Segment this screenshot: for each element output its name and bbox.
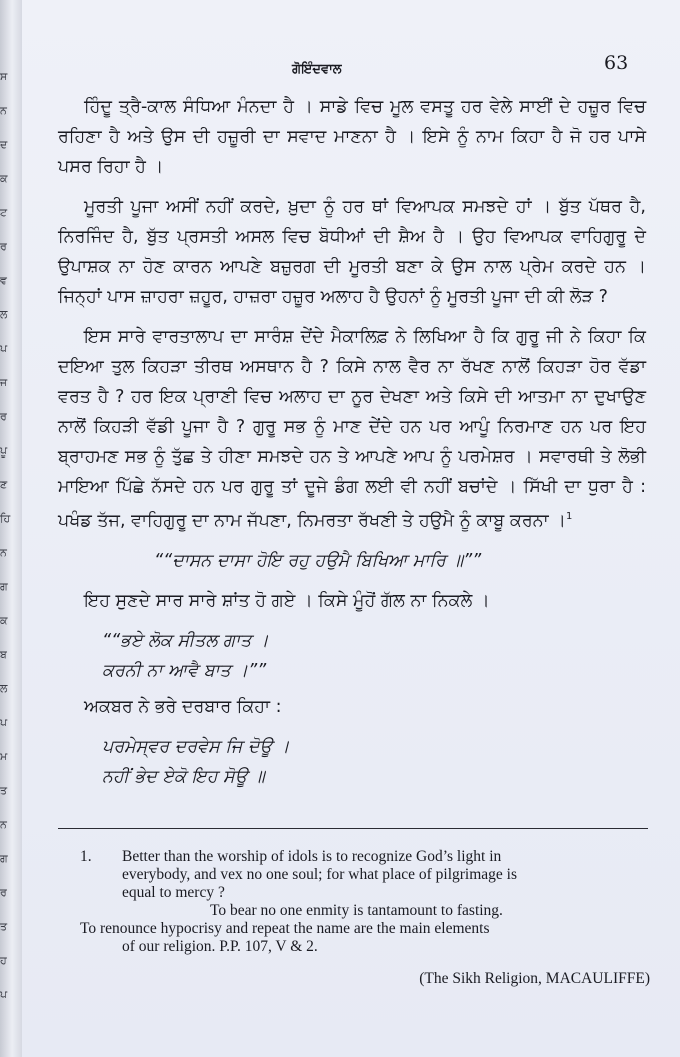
adjacent-page-fragment: ਕ <box>0 614 8 627</box>
adjacent-page-fragment: ਲ <box>0 308 8 321</box>
adjacent-page-fragment: ਣ <box>0 478 8 491</box>
adjacent-page-fragment: ਜ <box>0 376 8 389</box>
adjacent-page-fragment: ਸ <box>0 70 8 83</box>
book-page <box>22 0 680 1057</box>
verse-1-line: ਕਰਨੀ ਨਾ ਆਵੈ ਬਾਤ ।”” <box>102 660 267 681</box>
page-number: 63 <box>604 52 629 74</box>
paragraph-4: ਇਹ ਸੁਣਦੇ ਸਾਰ ਸਾਰੇ ਸ਼ਾਂਤ ਹੋ ਗਏ । ਕਿਸੇ ਮੂੰਹੋਂ ਗੱਲ ਨਾ ਨਿਕਲੇ । <box>84 590 490 611</box>
adjacent-page-fragment: ਗ <box>0 580 8 593</box>
adjacent-page-fragment: ਰ <box>0 886 7 899</box>
footnote-line: everybody, and vex no one soul; for what place of pilgrimage is <box>122 866 517 883</box>
adjacent-page-fragment: ਰ <box>0 240 7 253</box>
footnote-line: To bear no one enmity is tantamount to fasting. <box>210 902 503 919</box>
adjacent-page-edge <box>0 0 22 1057</box>
verse-2-line: ਪਰਮੇਸ੍ਵਰ ਦਰਵੇਸ ਜਿ ਦੋਊ । <box>102 736 290 757</box>
adjacent-page-fragment: ਹ <box>0 954 7 967</box>
adjacent-page-fragment: ਲ <box>0 682 8 695</box>
adjacent-page-fragment: ਵ <box>0 274 7 287</box>
quote-1: ““ਦਾਸਨ ਦਾਸਾ ਹੋਇ ਰਹੁ ਹਉਮੈ ਬਿਖਿਆ ਮਾਰਿ ॥”” <box>154 550 482 571</box>
footnote-line: Better than the worship of idols is to recognize God’s light in <box>122 848 502 865</box>
adjacent-page-fragment: ਨ <box>0 546 7 559</box>
footnote-line: equal to mercy ? <box>122 884 225 901</box>
verse-1-line: ““ਭਏ ਲੋਕ ਸੀਤਲ ਗਾਤ । <box>102 630 269 651</box>
footnote-line: of our religion. P.P. 107, V & 2. <box>122 938 318 955</box>
adjacent-page-fragment: ਪ <box>0 716 8 729</box>
adjacent-page-fragment: ਮ <box>0 750 8 763</box>
adjacent-page-fragment: ਹਿ <box>0 512 11 525</box>
adjacent-page-fragment: ਗ <box>0 852 8 865</box>
adjacent-page-fragments <box>0 60 22 1012</box>
paragraph-2: ਮੂਰਤੀ ਪੂਜਾ ਅਸੀਂ ਨਹੀਂ ਕਰਦੇ, ਖ਼ੁਦਾ ਨੂੰ ਹਰ ਥਾਂ ਵਿਆਪਕ ਸਮਝਦੇ ਹਾਂ । ਬੁੱਤ ਪੱਥਰ ਹੈ, ਨਿਰਜਿੰਦ ਹੈ, ਬੁੱਤ ਪ੍ਰਸਤੀ ਅਸਲ ਵਿਚ ਬੋਧੀਆਂ ਦੀ ਸ਼ੈਅ ਹੈ । ਉਹ ਵਿਆਪਕ ਵਾਹਿਗੁਰੂ ਦੇ ਉਪਾਸ਼ਕ ਨਾ ਹੋਣ ਕਾਰਨ ਆਪਣੇ ਬਜ਼ੁਰਗ ਦੀ ਮੂਰਤੀ ਬਣਾ ਕੇ ਉਸ ਨਾਲ ਪ੍ਰੇਮ ਕਰਦੇ ਹਨ । ਜਿਨ੍ਹਾਂ ਪਾਸ ਜ਼ਾਹਰਾ ਜ਼ਹੂਰ, ਹਾਜ਼ਰਾ ਹਜ਼ੂਰ ਅਲਾਹ ਹੈ ਉਹਨਾਂ ਨੂੰ ਮੂਰਤੀ ਪੂਜਾ ਦੀ ਕੀ ਲੋੜ ? <box>58 197 646 307</box>
footnote-citation: (The Sikh Religion, MACAULIFFE) <box>419 970 650 987</box>
adjacent-page-fragment: ਕ <box>0 172 8 185</box>
paragraph-5: ਅਕਬਰ ਨੇ ਭਰੇ ਦਰਬਾਰ ਕਿਹਾ : <box>84 696 282 717</box>
footnote <box>80 848 650 988</box>
footnote-body <box>122 848 650 902</box>
adjacent-page-fragment: ਬ <box>0 648 7 661</box>
verse-2-line: ਨਹੀਂ ਭੇਦ ਏਕੋ ਇਹ ਸੋਊ ॥ <box>102 766 265 787</box>
footnote-marker: 1 <box>565 511 573 522</box>
adjacent-page-fragment: ਪੂ <box>0 444 8 457</box>
verse-2 <box>58 732 646 792</box>
adjacent-page-fragment: ਤ <box>0 920 8 933</box>
running-title: ਗੋਇੰਦਵਾਲ <box>292 62 342 77</box>
footnote-line: To renounce hypocrisy and repeat the name are the main elements <box>80 920 490 937</box>
paragraph-3 <box>58 322 646 536</box>
adjacent-page-fragment: ਦ <box>0 138 8 151</box>
adjacent-page-fragment: ਪ <box>0 988 8 1001</box>
footnote-divider <box>58 828 648 829</box>
adjacent-page-fragment: ਤ <box>0 784 8 797</box>
adjacent-page-fragment: ਰ <box>0 410 7 423</box>
adjacent-page-fragment: ਨ <box>0 104 7 117</box>
adjacent-page-fragment: ਨ <box>0 818 7 831</box>
paragraph-3-text: ਇਸ ਸਾਰੇ ਵਾਰਤਾਲਾਪ ਦਾ ਸਾਰੰਸ਼ ਦੇਂਦੇ ਮੈਕਾਲਿਫ਼ ਨੇ ਲਿਖਿਆ ਹੈ ਕਿ ਗੁਰੂ ਜੀ ਨੇ ਕਿਹਾ ਕਿ ਦਇਆ ਤੁਲ ਕਿਹੜਾ ਤੀਰਥ ਅਸਥਾਨ ਹੈ ? ਕਿਸੇ ਨਾਲ ਵੈਰ ਨਾ ਰੱਖਣ ਨਾਲੋਂ ਕਿਹੜਾ ਹੋਰ ਵੱਡਾ ਵਰਤ ਹੈ ? ਹਰ ਇਕ ਪ੍ਰਾਣੀ ਵਿਚ ਅਲਾਹ ਦਾ ਨੂਰ ਦੇਖਣਾ ਅਤੇ ਕਿਸੇ ਦੀ ਆਤਮਾ ਨਾ ਦੁਖਾਉਣ ਨਾਲੋਂ ਕਿਹੜੀ ਵੱਡੀ ਪੂਜਾ ਹੈ ? ਗੁਰੂ ਸਭ ਨੂੰ ਮਾਣ ਦੇਂਦੇ ਹਨ ਪਰ ਆਪੂੰ ਨਿਰਮਾਣ ਹਨ ਪਰ ਇਹ ਬ੍ਰਾਹਮਣ ਸਭ ਨੂੰ ਤੁੱਛ ਤੇ ਹੀਣਾ ਸਮਝਦੇ ਹਨ ਤੇ ਆਪਣੇ ਆਪ ਨੂੰ ਪਰਮੇਸ਼ਰ । ਸਵਾਰਥੀ ਤੇ ਲੋਭੀ ਮਾਇਆ ਪਿੱਛੇ ਨੱਸਦੇ ਹਨ ਪਰ ਗੁਰੂ ਤਾਂ ਦੂਜੇ ਡੰਗ ਲਈ ਵੀ ਨਹੀਂ ਬਚਾਂਦੇ । ਸਿੱਖੀ ਦਾ ਧੁਰਾ ਹੈ : ਪਖੰਡ ਤੱਜ, ਵਾਹਿਗੁਰੂ ਦਾ ਨਾਮ ਜੱਪਣਾ, ਨਿਮਰਤਾ ਰੱਖਣੀ ਤੇ ਹਉਮੈ ਨੂੰ ਕਾਬੂ ਕਰਨਾ । <box>58 327 646 531</box>
adjacent-page-fragment: ਪ <box>0 342 8 355</box>
main-text <box>58 92 646 794</box>
footnote-number: 1. <box>80 848 92 865</box>
verse-1 <box>58 626 646 686</box>
paragraph-1: ਹਿੰਦੂ ਤ੍ਰੈ-ਕਾਲ ਸੰਧਿਆ ਮੰਨਦਾ ਹੈ । ਸਾਡੇ ਵਿਚ ਮੂਲ ਵਸਤੂ ਹਰ ਵੇਲੇ ਸਾਈਂ ਦੇ ਹਜ਼ੂਰ ਵਿਚ ਰਹਿਣਾ ਹੈ ਅਤੇ ਉਸ ਦੀ ਹਜ਼ੂਰੀ ਦਾ ਸਵਾਦ ਮਾਣਨਾ ਹੈ । ਇਸੇ ਨੂੰ ਨਾਮ ਕਿਹਾ ਹੈ ਜੋ ਹਰ ਪਾਸੇ ਪਸਰ ਰਿਹਾ ਹੈ । <box>58 97 646 177</box>
adjacent-page-fragment: ਟ <box>0 206 8 219</box>
